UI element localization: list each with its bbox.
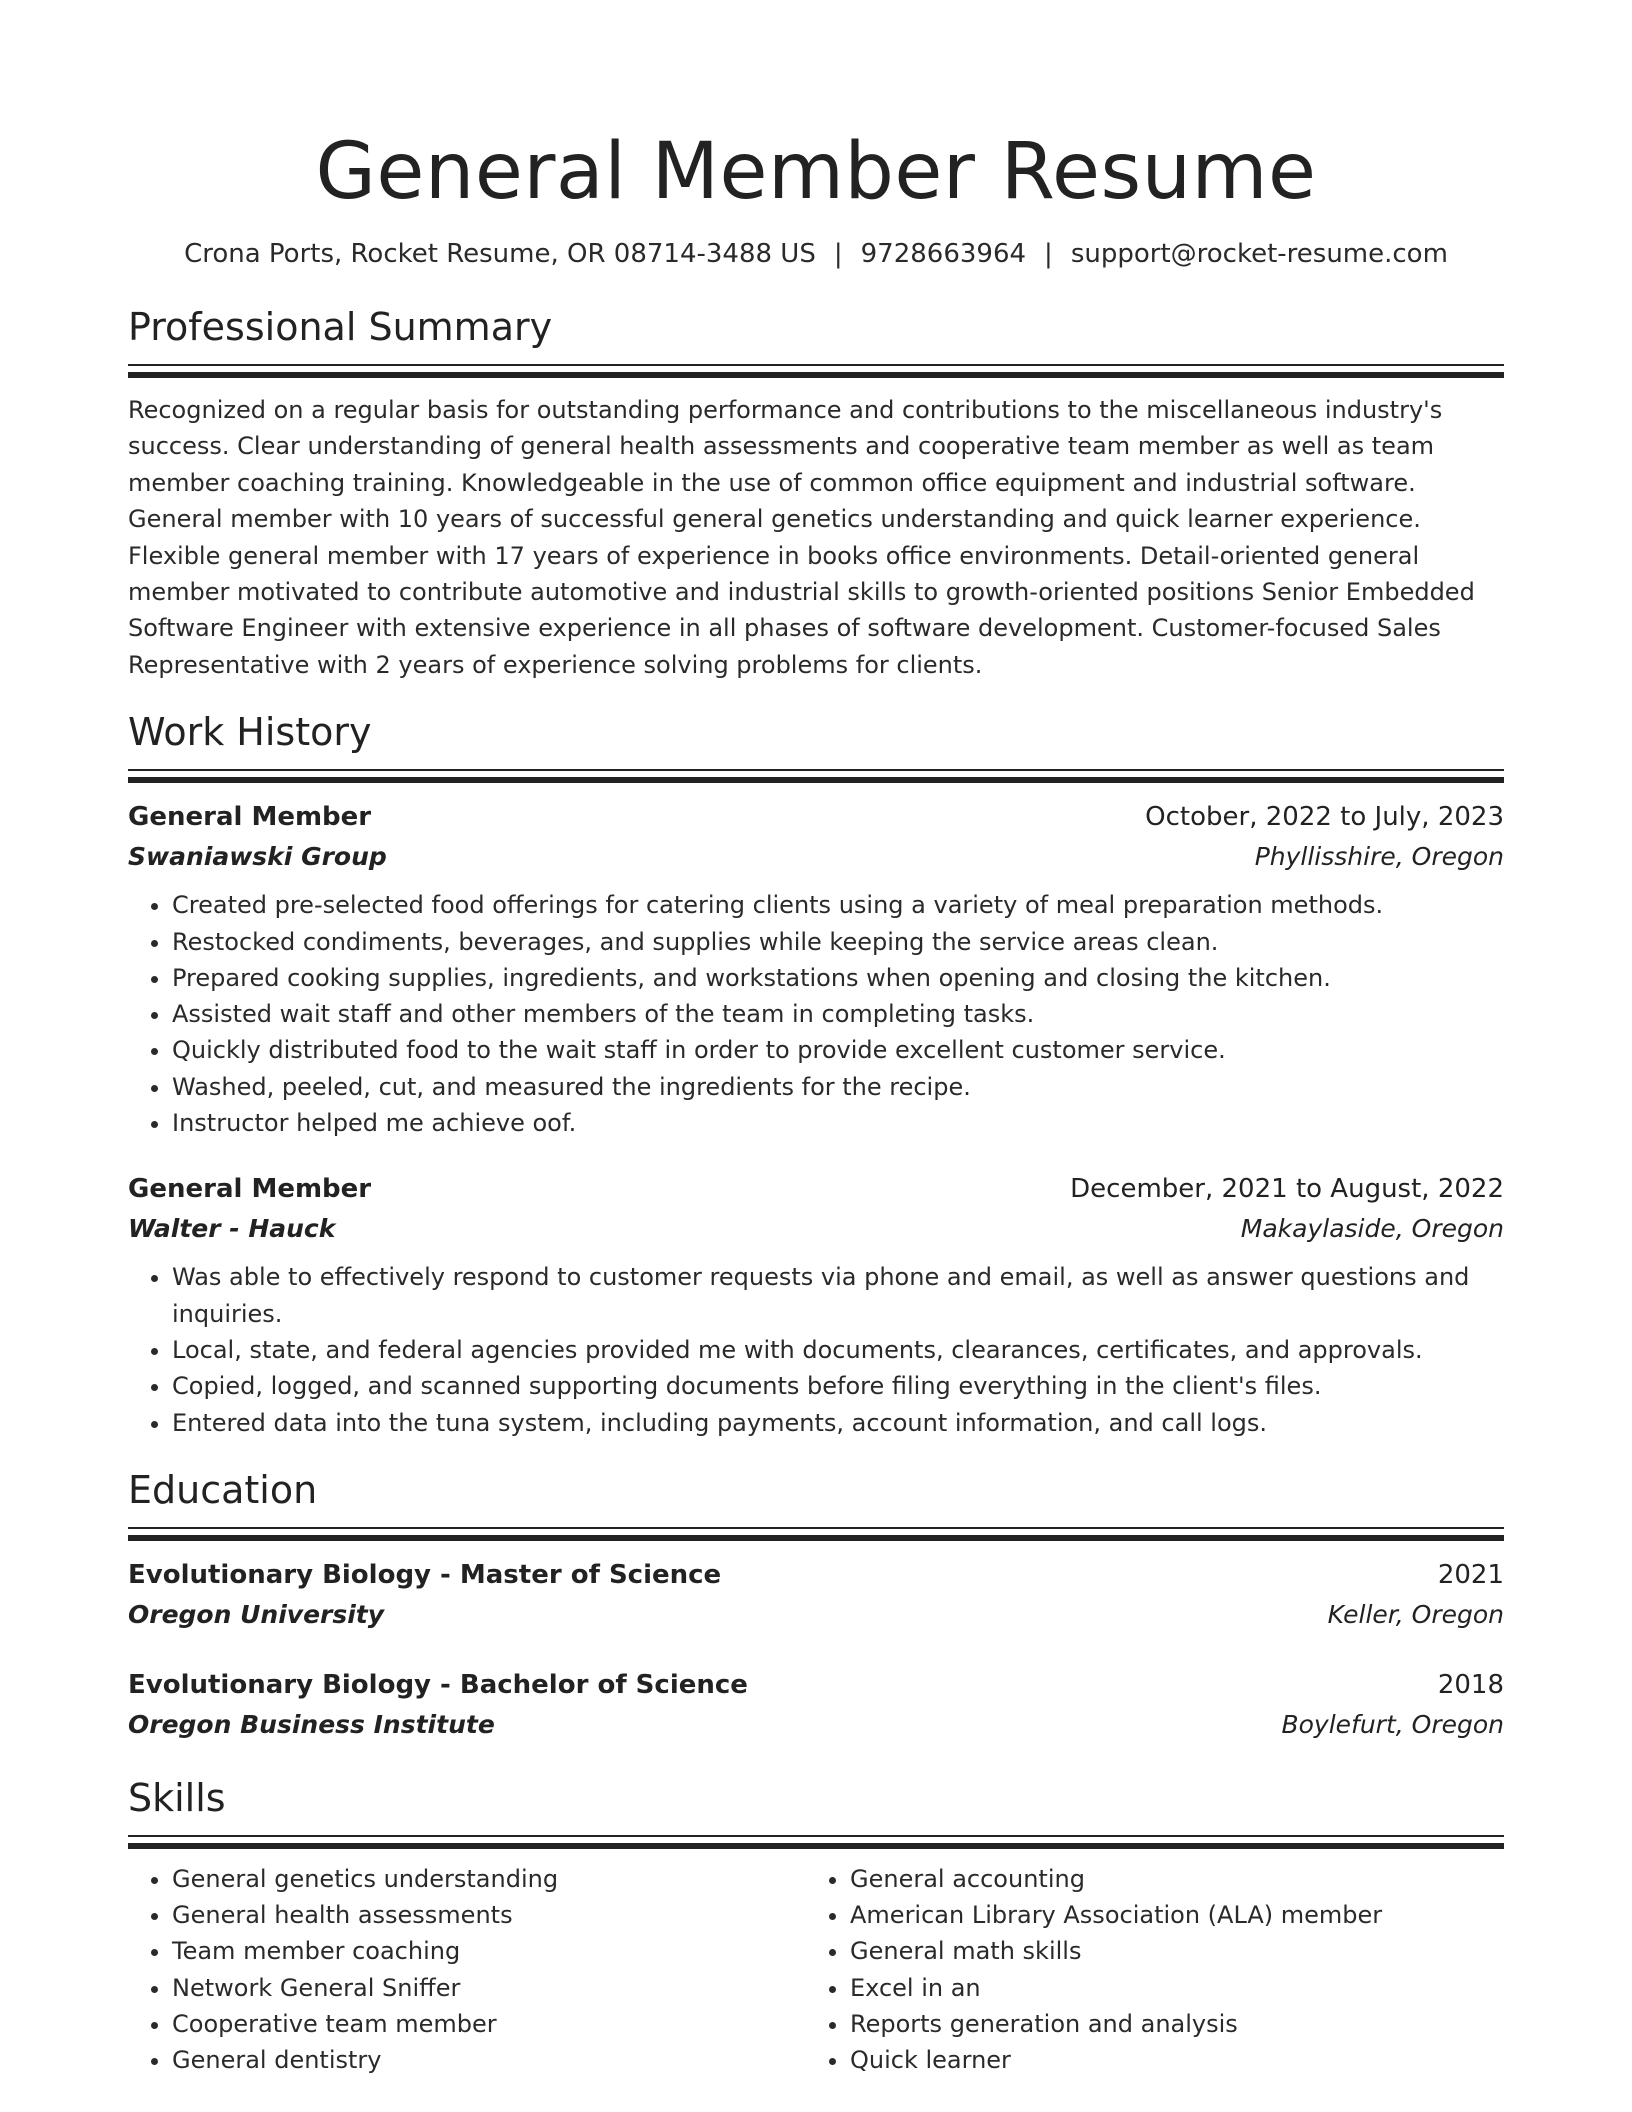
- section-divider: [128, 1835, 1504, 1837]
- skill-item: • Quick learner: [850, 2042, 1484, 2078]
- skills-column-right: [806, 1861, 1484, 2079]
- education-year: 2018: [1437, 1669, 1504, 1700]
- section-divider: [128, 364, 1504, 366]
- job-entry: [128, 1169, 1504, 1440]
- education-degree: Evolutionary Biology - Master of Science: [128, 1559, 722, 1590]
- job-entry: [128, 797, 1504, 1141]
- education-school: Oregon University: [128, 1599, 385, 1629]
- section-divider-thick: [128, 1535, 1504, 1541]
- job-title: General Member: [128, 802, 372, 833]
- skill-item: • General genetics understanding: [172, 1861, 806, 1897]
- job-bullet: • Instructor helped me achieve oof.: [172, 1105, 1504, 1141]
- job-bullet-list: [128, 887, 1504, 1141]
- section-divider-thick: [128, 777, 1504, 783]
- section-divider-thick: [128, 372, 1504, 378]
- education-degree: Evolutionary Biology - Bachelor of Science: [128, 1669, 748, 1700]
- contact-separator: |: [833, 239, 843, 269]
- education-heading: Education: [128, 1467, 318, 1512]
- job-bullet: • Prepared cooking supplies, ingredients, and workstations when opening and closing the kitchen.: [172, 960, 1504, 996]
- skill-item: • American Library Association (ALA) member: [850, 1897, 1484, 1933]
- resume-page: [128, 0, 1504, 2079]
- education-school: Oregon Business Institute: [128, 1709, 495, 1739]
- contact-phone: 9728663964: [860, 239, 1027, 269]
- skill-item: • General accounting: [850, 1861, 1484, 1897]
- job-bullet-list: [128, 1259, 1504, 1440]
- skills-grid: [128, 1861, 1504, 2079]
- job-dates: December, 2021 to August, 2022: [1070, 1174, 1504, 1205]
- education-section: [128, 1465, 1504, 1745]
- job-bullet: • Washed, peeled, cut, and measured the ingredients for the recipe.: [172, 1069, 1504, 1105]
- section-divider: [128, 1527, 1504, 1529]
- skill-item: • Team member coaching: [172, 1933, 806, 1969]
- contact-separator: |: [1044, 239, 1053, 269]
- summary-section: [128, 302, 1504, 683]
- skill-item: • General math skills: [850, 1933, 1484, 1969]
- job-company: Swaniawski Group: [128, 842, 387, 872]
- job-location: Phyllisshire, Oregon: [1254, 842, 1504, 872]
- resume-title: General Member Resume: [315, 127, 1317, 217]
- education-entry: [128, 1555, 1504, 1635]
- job-bullet: • Quickly distributed food to the wait staff in order to provide excellent customer service.: [172, 1032, 1504, 1068]
- job-bullet: • Created pre-selected food offerings for catering clients using a variety of meal preparation methods.: [172, 887, 1504, 923]
- education-location: Boylefurt, Oregon: [1281, 1709, 1504, 1739]
- job-company: Walter - Hauck: [128, 1214, 336, 1244]
- skills-heading: Skills: [128, 1775, 226, 1820]
- job-location: Makaylaside, Oregon: [1240, 1214, 1504, 1244]
- job-bullet: • Restocked condiments, beverages, and supplies while keeping the service areas clean.: [172, 924, 1504, 960]
- work-section: [128, 707, 1504, 1441]
- job-dates: October, 2022 to July, 2023: [1145, 802, 1504, 833]
- education-location: Keller, Oregon: [1327, 1599, 1504, 1629]
- skill-item: • Reports generation and analysis: [850, 2006, 1484, 2042]
- job-bullet: • Was able to effectively respond to customer requests via phone and email, as well as answer questions and inquiries.: [172, 1259, 1504, 1332]
- contact-address: Crona Ports, Rocket Resume, OR 08714-3488 US: [184, 239, 816, 269]
- skill-item: • General dentistry: [172, 2042, 806, 2078]
- skill-item: • General health assessments: [172, 1897, 806, 1933]
- education-year: 2021: [1437, 1559, 1504, 1590]
- skills-column-left: [128, 1861, 806, 2079]
- job-bullet: • Local, state, and federal agencies provided me with documents, clearances, certificates, and approvals.: [172, 1332, 1504, 1368]
- summary-heading: Professional Summary: [128, 305, 553, 349]
- skills-list: [806, 1861, 1484, 2079]
- skill-item: • Excel in an: [850, 1970, 1484, 2006]
- job-bullet: • Entered data into the tuna system, including payments, account information, and call logs.: [172, 1405, 1504, 1441]
- skill-item: • Network General Sniffer: [172, 1970, 806, 2006]
- skill-item: • Cooperative team member: [172, 2006, 806, 2042]
- section-divider: [128, 769, 1504, 771]
- section-divider-thick: [128, 1843, 1504, 1849]
- contact-line: [128, 236, 1504, 272]
- job-bullet: • Copied, logged, and scanned supporting documents before filing everything in the client's files.: [172, 1368, 1504, 1404]
- contact-email: support@rocket-resume.com: [1070, 239, 1448, 269]
- skills-section: [128, 1773, 1504, 2079]
- skills-list: [128, 1861, 806, 2079]
- job-title: General Member: [128, 1174, 372, 1205]
- summary-text: Recognized on a regular basis for outstanding performance and contributions to the miscellaneous industry's success. Clear understanding of general health assessments and cooperative team member as well as team member coaching training. Knowledgeable in the use of common office equipment and industrial software. General member with 10 years of successful general genetics understanding and quick learner experience. Flexible general member with 17 years of experience in books office environments. Detail-oriented general member motivated to contribute automotive and industrial skills to growth-oriented positions Senior Embedded Software Engineer with extensive experience in all phases of software development. Customer-focused Sales Representative with 2 years of experience solving problems for clients.: [128, 396, 1475, 679]
- work-heading: Work History: [128, 710, 372, 755]
- job-bullet: • Assisted wait staff and other members of the team in completing tasks.: [172, 996, 1504, 1032]
- education-entry: [128, 1665, 1504, 1745]
